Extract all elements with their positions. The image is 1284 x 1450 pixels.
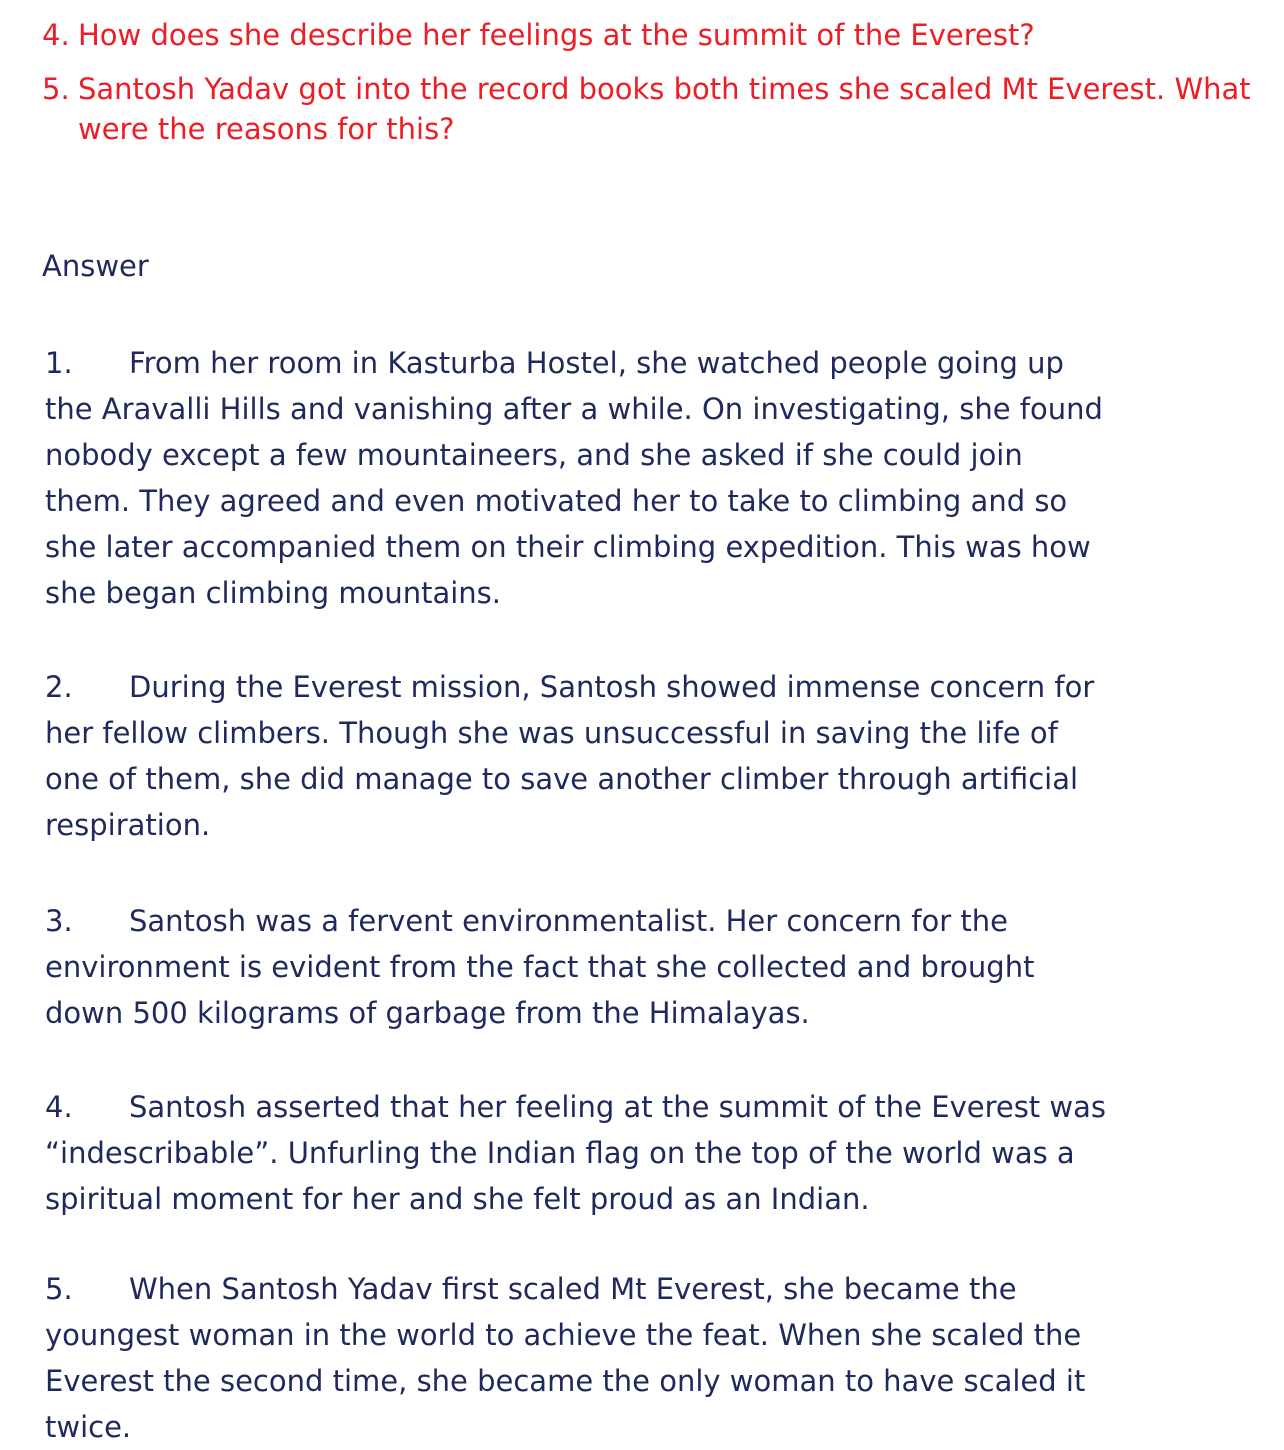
question-text: Santosh Yadav got into the record books both times she scaled Mt Everest. What [78, 72, 1251, 106]
answer-number: 2. [45, 670, 73, 704]
answer-item [45, 898, 1145, 1036]
answer-line: the Aravalli Hills and vanishing after a while. On investigating, she found [45, 392, 1103, 426]
answer-line: “indescribable”. Unfurling the Indian flag on the top of the world was a [45, 1136, 1075, 1170]
answer-text: From her room in Kasturba Hostel, she watched people going up [129, 346, 1064, 380]
answer-line [45, 1266, 1145, 1312]
answer-text: Santosh was a fervent environmentalist. Her concern for the [129, 904, 1008, 938]
answer-line: one of them, she did manage to save another climber through artificial [45, 762, 1079, 796]
answer-heading: Answer [42, 249, 149, 283]
answer-line: her fellow climbers. Though she was unsuccessful in saving the life of [45, 716, 1058, 750]
question-item [42, 66, 1282, 152]
answer-number: 3. [45, 904, 73, 938]
answer-item [45, 1084, 1145, 1222]
answer-text: When Santosh Yadav first scaled Mt Everest, she became the [129, 1272, 1017, 1306]
answer-line: Everest the second time, she became the only woman to have scaled it [45, 1364, 1086, 1398]
answer-line: she later accompanied them on their climbing expedition. This was how [45, 530, 1091, 564]
answer-number: 1. [45, 346, 73, 380]
answer-line: respiration. [45, 808, 211, 842]
answer-number: 5. [45, 1272, 73, 1306]
questions-list [42, 12, 1282, 160]
answer-text: During the Everest mission, Santosh showed immense concern for [129, 670, 1095, 704]
question-number: 5. [42, 72, 70, 106]
answer-line: environment is evident from the fact that she collected and brought [45, 950, 1035, 984]
answer-item [45, 664, 1145, 848]
answer-line [45, 1084, 1145, 1130]
answer-item [45, 340, 1145, 616]
answer-line: youngest woman in the world to achieve the feat. When she scaled the [45, 1318, 1082, 1352]
answer-line [45, 664, 1145, 710]
answer-line: down 500 kilograms of garbage from the Himalayas. [45, 996, 810, 1030]
answer-number: 4. [45, 1090, 73, 1124]
answer-line [45, 340, 1145, 386]
question-text-continued: were the reasons for this? [78, 112, 455, 146]
answer-line: twice. [45, 1410, 132, 1444]
answer-line [45, 898, 1145, 944]
question-item [42, 12, 1282, 58]
answer-line: spiritual moment for her and she felt proud as an Indian. [45, 1182, 870, 1216]
answer-text: Santosh asserted that her feeling at the summit of the Everest was [129, 1090, 1106, 1124]
answer-line: them. They agreed and even motivated her to take to climbing and so [45, 484, 1068, 518]
answer-line: she began climbing mountains. [45, 576, 502, 610]
question-number: 4. [42, 18, 70, 52]
answer-item [45, 1266, 1145, 1450]
question-text: How does she describe her feelings at the summit of the Everest? [78, 18, 1035, 52]
answer-line: nobody except a few mountaineers, and she asked if she could join [45, 438, 1023, 472]
